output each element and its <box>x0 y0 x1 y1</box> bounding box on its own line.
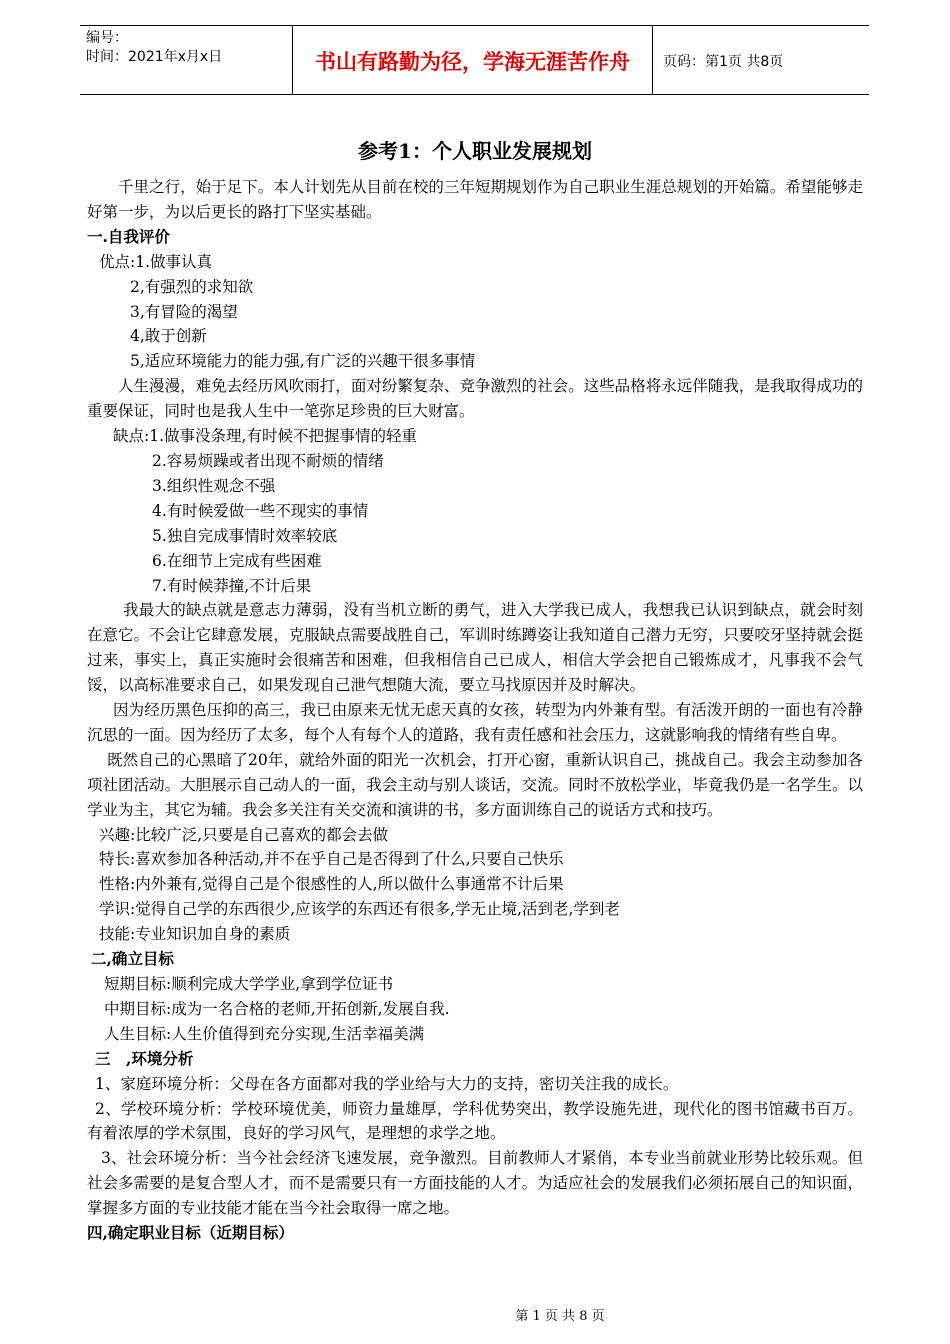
section-heading-self-evaluation: 一.自我评价 <box>87 226 170 246</box>
trait-item: 性格:内外兼有,觉得自己是个很感性的人,所以做什么事通常不计后果 <box>99 875 564 894</box>
document-time-label: 时间：2021年x月x日 <box>86 49 223 65</box>
page-footer: 第 1 页 共 8 页 <box>515 1309 605 1324</box>
weakness-item: 5.独自完成事情时效率较底 <box>152 526 338 545</box>
goal-item: 短期目标:顺利完成大学学业,拿到学位证书 <box>104 975 394 993</box>
document-title: 参考1：个人职业发展规划 <box>358 139 592 163</box>
trait-item: 兴趣:比较广泛,只要是自己喜欢的都会去做 <box>99 825 389 844</box>
section-heading-environment: 三 ,环境分析 <box>95 1048 194 1068</box>
strength-item: 4,敢于创新 <box>130 327 207 346</box>
trait-item: 技能:专业知识加自身的素质 <box>99 925 291 944</box>
document-number-label: 编号： <box>86 30 128 46</box>
environment-item: 3、社会环境分析：当今社会经济飞速发展，竞争激烈。目前教师人才紧俏，本专业当前就业形势比较乐观。但社会多需要的是复合型人才，而不是需要只有一方面技能的人才。为适应社会的发展我们必须拓展自己的知识面，掌握多方面的专业技能才能在当今社会取得一席之地。 <box>87 1149 863 1218</box>
section-heading-career-goal: 四,确定职业目标（近期目标） <box>87 1223 294 1243</box>
section-heading-goals: 二,确立目标 <box>91 949 174 969</box>
body-paragraph: 因为经历黑色压抑的高三，我已由原来无忧无虑天真的女孩，转型为内外兼有型。有活泼开朗的一面也有冷静沉思的一面。因为经历了太多，每个人有每个人的道路，我有责任感和社会压力，这就影响我的情绪有些自卑。 <box>87 701 863 744</box>
header-left-cell <box>80 26 292 94</box>
trait-item: 学识:觉得自己学的东西很少,应该学的东西还有很多,学无止境,活到老,学到老 <box>99 900 620 919</box>
goal-item: 人生目标:人生价值得到充分实现,生活幸福美满 <box>104 1024 425 1043</box>
header-page-info: 页码：第1页 共8页 <box>663 54 784 70</box>
intro-paragraph: 千里之行，始于足下。本人计划先从目前在校的三年短期规划作为自己职业生涯总规划的开始篇。希望能够走好第一步，为以后更长的路打下坚实基础。 <box>87 178 863 221</box>
weakness-item: 4.有时候爱做一些不现实的事情 <box>152 501 369 520</box>
goal-item: 中期目标:成为一名合格的老师,开拓创新,发展自我. <box>104 999 450 1018</box>
trait-item: 特长:喜欢参加各种活动,并不在乎自己是否得到了什么,只要自己快乐 <box>99 850 564 869</box>
page-header <box>80 25 869 95</box>
weakness-item: 6.在细节上完成有些困难 <box>152 551 322 570</box>
strength-item: 优点:1.做事认真 <box>99 252 213 271</box>
weakness-item: 2.容易烦躁或者出现不耐烦的情绪 <box>152 451 384 470</box>
environment-item: 2、学校环境分析：学校环境优美，师资力量雄厚，学科优势突出，教学设施先进，现代化的图书馆藏书百万。有着浓厚的学术氛围，良好的学习风气，是理想的求学之地。 <box>87 1099 863 1143</box>
weakness-item: 3.组织性观念不强 <box>152 476 276 495</box>
strength-item: 5,适应环境能力的能力强,有广泛的兴趣干很多事情 <box>130 352 476 371</box>
header-motto: 书山有路勤为径，学海无涯苦作舟 <box>292 26 653 94</box>
body-paragraph: 人生漫漫，难免去经历风吹雨打，面对纷繁复杂、竞争激烈的社会。这些品格将永远伴随我，是我取得成功的重要保证，同时也是我人生中一笔弥足珍贵的巨大财富。 <box>87 377 863 421</box>
strength-item: 3,有冒险的渴望 <box>130 302 238 321</box>
document-body <box>87 175 863 1246</box>
environment-item: 1、家庭环境分析：父母在各方面都对我的学业给与大力的支持，密切关注我的成长。 <box>95 1074 679 1093</box>
weakness-item: 7.有时候莽撞,不计后果 <box>152 576 312 595</box>
weakness-item: 缺点:1.做事没条理,有时候不把握事情的轻重 <box>113 427 417 446</box>
strength-item: 2,有强烈的求知欲 <box>130 277 254 296</box>
body-paragraph: 既然自己的心黑暗了20年，就给外面的阳光一次机会，打开心窗，重新认识自己，挑战自己。我会主动参加各项社团活动。大胆展示自己动人的一面，我会主动与别人谈话，交流。同时不放松学业，毕竟我仍是一名学生。以学业为主，其它为辅。我会多关注有关交流和演讲的书，多方面训练自己的说话方式和技巧。 <box>87 750 863 819</box>
body-paragraph: 我最大的缺点就是意志力薄弱，没有当机立断的勇气，进入大学我已成人，我想我已认识到缺点，就会时刻在意它。不会让它肆意发展，克服缺点需要战胜自己，军训时练蹲姿让我知道自己潜力无穷，只要咬牙坚持就会挺过来，事实上，真正实施时会很痛苦和困难，但我相信自己已成人，相信大学会把自己锻炼成才，凡事我不会气馁，以高标准要求自己，如果发现自己泄气想随大流，要立马找原因并及时解决。 <box>87 601 863 695</box>
